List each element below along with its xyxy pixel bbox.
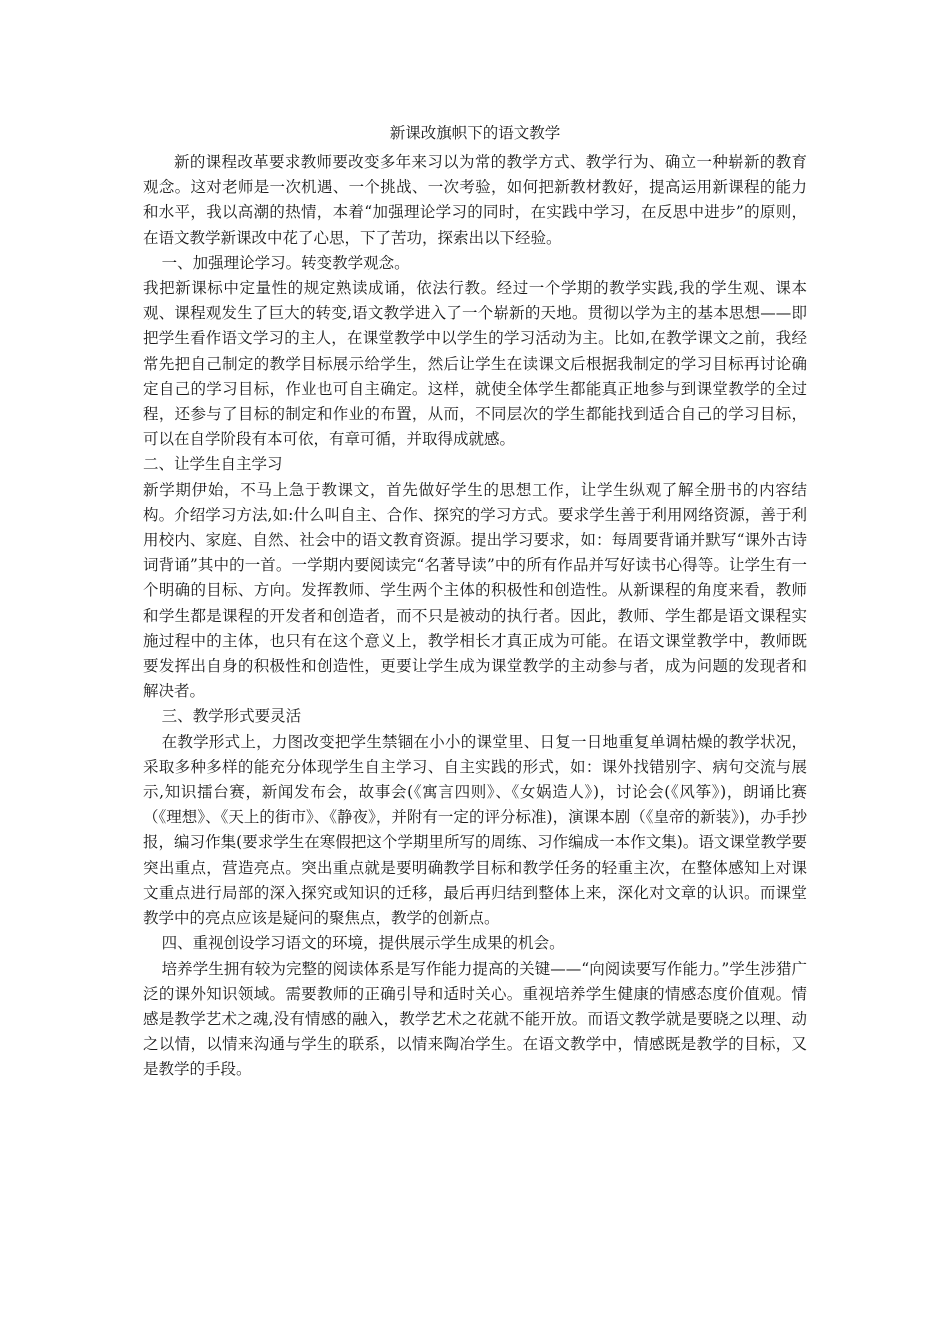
document-title: 新课改旗帜下的语文教学 (389, 124, 561, 142)
section-heading-2: 二、让学生自主学习 (143, 455, 283, 474)
section-heading-1: 一、加强理论学习。转变教学观念。 (161, 253, 410, 272)
document-page (143, 120, 807, 1083)
section-body-2: 新学期伊始，不马上急于教课文，首先做好学生的思想工作，让学生纵观了解全册书的内容结构。介绍学习方法,如:什么叫自主、合作、探究的学习方式。要求学生善于利用网络资源，善于利用校内、家庭、自然、社会中的语文教育资源。提出学习要求，如：每周要背诵并默写“课外古诗词背诵”其中的一首。一学期内要阅读完“名著导读”中的所有作品并写好读书心得等。让学生有一个明确的目标、方向。发挥教师、学生两个主体的积极性和创造性。从新课程的角度来看，教师和学生都是课程的开发者和创造者，而不只是被动的执行者。因此，教师、学生都是语文课程实施过程中的主体，也只有在这个意义上，教学相长才真正成为可能。在语文课堂教学中，教师既要发挥出自身的积极性和创造性，更要让学生成为课堂教学的主动参与者，成为问题的发现者和解决者。 (143, 480, 807, 701)
section-body-3: 在教学形式上，力图改变把学生禁锢在小小的课堂里、日复一日地重复单调枯燥的教学状况，采取多种多样的能充分体现学生自主学习、自主实践的形式，如：课外找错别字、病句交流与展示,知识擂台赛，新闻发布会，故事会(《寓言四则》、《女娲造人》)，讨论会(《风筝》)，朗诵比赛（《理想》、《天上的街市》、《静夜》，并附有一定的评分标准)，演课本剧（《皇帝的新装》)，办手抄报，编习作集(要求学生在寒假把这个学期里所写的周练、习作编成一本作文集)。语文课堂教学要突出重点，营造亮点。突出重点就是要明确教学目标和教学任务的轻重主次，在整体感知上对课文重点进行局部的深入探究或知识的迁移，最后再归结到整体上来，深化对文章的认识。而课堂教学中的亮点应该是疑问的聚焦点，教学的创新点。 (143, 732, 807, 928)
intro-paragraph: 新的课程改革要求教师要改变多年来习以为常的教学方式、教学行为、确立一种崭新的教育观念。这对老师是一次机遇、一个挑战、一次考验，如何把新教材教好，提高运用新课程的能力和水平，我以高潮的热情，本着“加强理论学习的同时，在实践中学习，在反思中进步”的原则，在语文教学新课改中花了心思，下了苦功，探索出以下经验。 (143, 153, 807, 247)
section-body-4: 培养学生拥有较为完整的阅读体系是写作能力提高的关键——“向阅读要写作能力。”学生涉猎广泛的课外知识领域。需要教师的正确引导和适时关心。重视培养学生健康的情感态度价值观。情感是教学艺术之魂,没有情感的融入，教学艺术之花就不能开放。而语文教学就是要晓之以理、动之以情，以情来沟通与学生的联系，以情来陶冶学生。在语文教学中，情感既是教学的目标，又是教学的手段。 (143, 959, 807, 1079)
section-heading-3: 三、教学形式要灵活 (161, 707, 302, 726)
section-body-1: 我把新课标中定量性的规定熟读成诵，依法行教。经过一个学期的教学实践,我的学生观、课本观、课程观发生了巨大的转变,语文教学进入了一个崭新的天地。贯彻以学为主的基本思想——即把学生看作语文学习的主人，在课堂教学中以学生的学习活动为主。比如,在教学课文之前，我经常先把自己制定的教学目标展示给学生，然后让学生在读课文后根据我制定的学习目标再讨论确定自己的学习目标，作业也可自主确定。这样，就使全体学生都能真正地参与到课堂教学的全过程，还参与了目标的制定和作业的布置，从而，不同层次的学生都能找到适合自己的学习目标，可以在自学阶段有本可依，有章可循，并取得成就感。 (143, 279, 807, 449)
section-heading-4: 四、重视创设学习语文的环境，提供展示学生成果的机会。 (161, 934, 565, 953)
